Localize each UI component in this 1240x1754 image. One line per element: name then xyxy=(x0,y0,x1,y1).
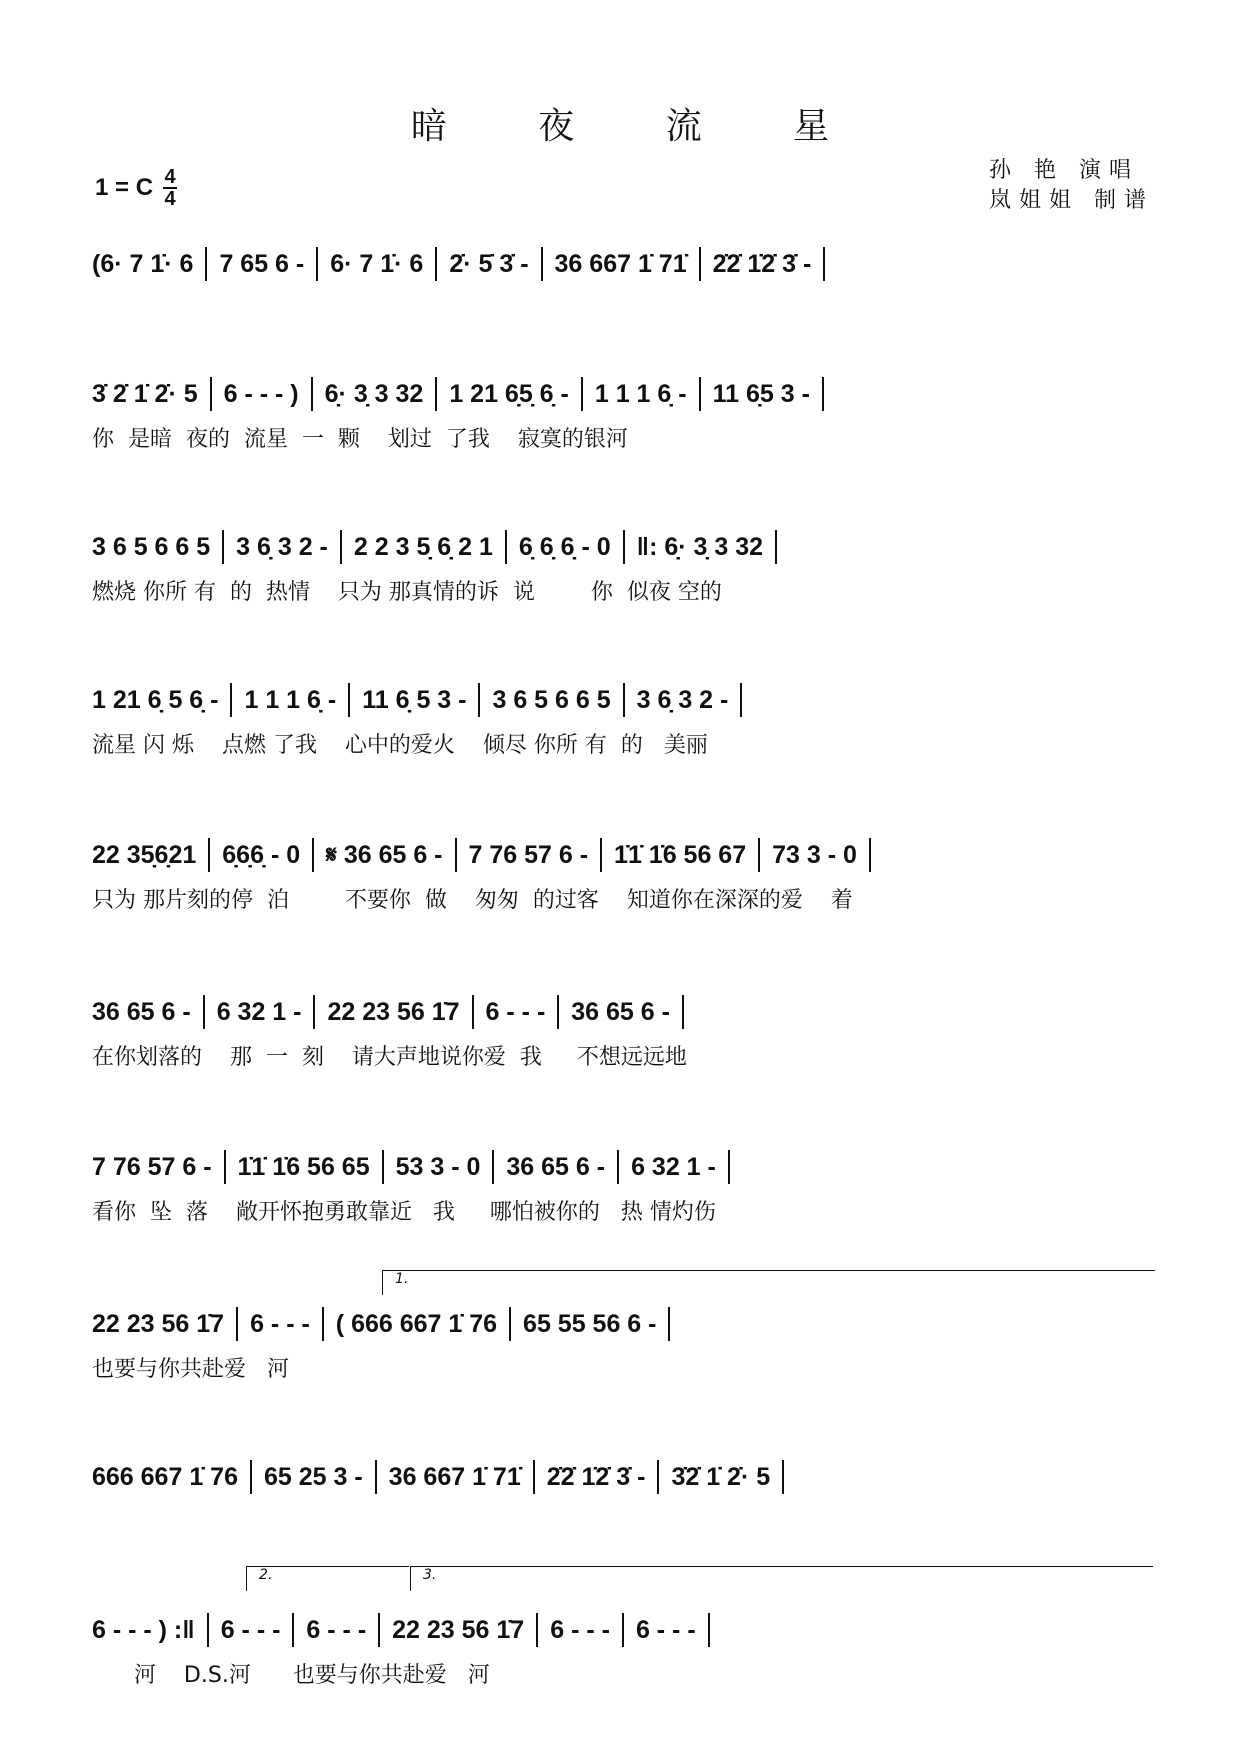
measure: 1̇1̇ 1̇6 56 67 xyxy=(614,840,747,869)
measure: (6· 7 1̇· 6 xyxy=(92,249,194,278)
notes-row xyxy=(92,1455,1150,1499)
measure: 7 65 6 - xyxy=(219,249,305,278)
measure: 6̣ 6̣ 6̣ - 0 xyxy=(518,532,611,561)
barline xyxy=(250,1460,252,1494)
barline xyxy=(533,1460,535,1494)
key-label: 1 = C xyxy=(95,174,154,201)
time-signature xyxy=(163,168,177,208)
barline xyxy=(541,247,543,281)
time-denominator: 4 xyxy=(164,188,176,210)
score-line xyxy=(92,1145,1150,1229)
notes-row xyxy=(92,1145,1150,1189)
measure: 1 1 1 6̣ - xyxy=(244,685,337,714)
notes-row xyxy=(92,525,1150,569)
volta-2: 2. xyxy=(246,1566,409,1591)
measure: 666 667 1̇ 76 xyxy=(92,1462,238,1491)
measure: 65 25 3 - xyxy=(263,1462,363,1491)
barline xyxy=(699,377,701,411)
score-line xyxy=(92,242,1150,326)
measure: 2 2 3 5̣ 6̣ 2 1 xyxy=(353,532,493,561)
measure: 1 21 6̣ 5 6̣ - xyxy=(92,685,219,714)
barline xyxy=(205,247,207,281)
barline xyxy=(316,247,318,281)
notes-row xyxy=(92,990,1150,1034)
barline xyxy=(668,1307,670,1341)
key-signature xyxy=(95,168,177,208)
lyrics-row: 流星 闪 烁 点燃 了我 心中的爱火 倾尽 你所 有 的 美丽 xyxy=(92,733,708,758)
barline xyxy=(728,1150,730,1184)
barline xyxy=(822,377,824,411)
barline xyxy=(375,1460,377,1494)
barline xyxy=(348,683,350,717)
barline xyxy=(478,683,480,717)
score-line xyxy=(92,1302,1150,1386)
barline xyxy=(623,683,625,717)
measure: 6· 7 1̇· 6 xyxy=(330,249,424,278)
lyrics-row: 也要与你共赴爱 河 xyxy=(92,1357,289,1382)
notes-row xyxy=(92,678,1150,722)
measure: ‖: 6̣· 3̣ 3 32 xyxy=(636,532,764,561)
measure: 22 23 56 1̇7 xyxy=(327,997,460,1026)
measure: 1̇1̇ 1̇6 56 65 xyxy=(237,1152,370,1181)
measure: 3 6̣ 3 2 - xyxy=(236,532,328,561)
barline xyxy=(313,995,315,1029)
notes-row xyxy=(92,833,1150,877)
barline xyxy=(682,995,684,1029)
measure: 36 65 6 - xyxy=(571,997,670,1026)
measure: ( 666 667 1̇ 76 xyxy=(335,1309,498,1338)
measure: 11 6̣ 5 3 - xyxy=(362,685,467,714)
score-line xyxy=(92,1608,1150,1692)
score-line xyxy=(92,678,1150,762)
score-line xyxy=(92,990,1150,1074)
barline xyxy=(623,530,625,564)
barline xyxy=(782,1460,784,1494)
barline xyxy=(509,1307,511,1341)
barline xyxy=(455,838,457,872)
measure: 3 6 5 6 6 5 xyxy=(92,532,211,561)
song-title: 暗 夜 流 星 xyxy=(410,106,870,147)
volta-1: 1. xyxy=(382,1270,1155,1295)
measure: 6 - - - xyxy=(485,997,546,1026)
measure: 3 6 5 6 6 5 xyxy=(492,685,611,714)
measure: 𝄋 36 65 6 - xyxy=(326,840,443,869)
notes-row xyxy=(92,1302,1150,1346)
barline xyxy=(236,1307,238,1341)
barline xyxy=(699,247,701,281)
lyrics-row: 看你 坠 落 敞开怀抱勇敢靠近 我 哪怕被你的 热 情灼伤 xyxy=(92,1200,716,1225)
measure: 65 55 56 6 - xyxy=(523,1309,657,1338)
lyrics-row xyxy=(92,292,1150,326)
notes-row xyxy=(92,1608,1150,1652)
measure: 1 21 6̣5̣ 6̣ - xyxy=(449,379,569,408)
barline xyxy=(435,247,437,281)
credits xyxy=(989,156,1154,216)
measure: 36 65 6 - xyxy=(92,997,191,1026)
time-numerator: 4 xyxy=(164,166,176,188)
measure: 6 - - - xyxy=(250,1309,310,1338)
measure: 22 23 56 1̇7 xyxy=(92,1309,225,1338)
volta-3: 3. xyxy=(410,1566,1153,1591)
measure: 22 23 56 1̇7 xyxy=(392,1615,525,1644)
measure: 7 76 57 6 - xyxy=(92,1152,212,1181)
barline xyxy=(581,377,583,411)
measure: 53 3 - 0 xyxy=(395,1152,481,1181)
measure: 3̇2̇ 1̇ 2̇· 5 xyxy=(671,1462,771,1491)
lyrics-row: 在你划落的 那 一 刻 请大声地说你爱 我 不想远远地 xyxy=(92,1045,687,1070)
barline xyxy=(492,1150,494,1184)
barline xyxy=(340,530,342,564)
measure: 3̇ 2̇ 1̇ 2̇· 5 xyxy=(92,379,198,408)
measure: 6 - - - ) xyxy=(223,379,299,408)
measure: 2̇· 5̇ 3̇ - xyxy=(449,249,529,278)
barline xyxy=(617,1150,619,1184)
measure: 6 - - - xyxy=(635,1615,696,1644)
barline xyxy=(435,377,437,411)
measure: 22 35̣6̣21 xyxy=(92,840,197,869)
score-line xyxy=(92,525,1150,609)
measure: 36 667 1̇ 71̇ xyxy=(554,249,687,278)
barline xyxy=(224,1150,226,1184)
measure: 6 - - - ) :‖ xyxy=(92,1615,195,1644)
barline xyxy=(292,1613,294,1647)
barline xyxy=(472,995,474,1029)
barline xyxy=(505,530,507,564)
measure: 2̇2̇ 1̇2̇ 3̇ - xyxy=(712,249,812,278)
arranger-credit: 岚姐姐 制谱 xyxy=(989,188,1154,213)
barline xyxy=(657,1460,659,1494)
barline xyxy=(208,838,210,872)
measure: 6̣· 3̣ 3 32 xyxy=(324,379,424,408)
barline xyxy=(230,683,232,717)
barline xyxy=(210,377,212,411)
barline xyxy=(382,1150,384,1184)
notes-row xyxy=(92,372,1150,416)
score-line xyxy=(92,1455,1150,1539)
score-line xyxy=(92,372,1150,456)
barline xyxy=(775,530,777,564)
score-line xyxy=(92,833,1150,917)
barline xyxy=(203,995,205,1029)
barline xyxy=(557,995,559,1029)
measure: 2̇2̇ 1̇2̇ 3̇ - xyxy=(546,1462,646,1491)
lyrics-row: 河 D.S.河 也要与你共赴爱 河 xyxy=(92,1663,490,1688)
measure: 11 6̣5 3 - xyxy=(712,379,810,408)
measure: 6 - - - xyxy=(306,1615,367,1644)
measure: 6 - - - xyxy=(550,1615,610,1644)
measure: 6 32 1 - xyxy=(216,997,302,1026)
barline xyxy=(536,1613,538,1647)
barline xyxy=(311,377,313,411)
barline xyxy=(708,1613,710,1647)
barline xyxy=(600,838,602,872)
barline xyxy=(869,838,871,872)
barline xyxy=(378,1613,380,1647)
singer-credit: 孙 艳 演唱 xyxy=(989,158,1139,183)
barline xyxy=(740,683,742,717)
notes-row xyxy=(92,242,1150,286)
measure: 7 76 57 6 - xyxy=(468,840,589,869)
barline xyxy=(222,530,224,564)
lyrics-row: 只为 那片刻的停 泊 不要你 做 匆匆 的过客 知道你在深深的爱 着 xyxy=(92,888,853,913)
barline xyxy=(823,247,825,281)
measure: 1 1 1 6̣ - xyxy=(594,379,687,408)
lyrics-row xyxy=(92,1505,1150,1539)
barline xyxy=(622,1613,624,1647)
barline xyxy=(312,838,314,872)
measure: 36 667 1̇ 71̇ xyxy=(388,1462,521,1491)
measure: 73 3 - 0 xyxy=(772,840,857,869)
measure: 36 65 6 - xyxy=(506,1152,606,1181)
measure: 6 32 1 - xyxy=(631,1152,716,1181)
barline xyxy=(322,1307,324,1341)
lyrics-row: 燃烧 你所 有 的 热情 只为 那真情的诉 说 你 似夜 空的 xyxy=(92,580,722,605)
lyrics-row: 你 是暗 夜的 流星 一 颗 划过 了我 寂寞的银河 xyxy=(92,427,628,452)
measure: 6̣6̣6̣ - 0 xyxy=(222,840,301,869)
barline xyxy=(758,838,760,872)
measure: 6 - - - xyxy=(220,1615,281,1644)
measure: 3 6̣ 3 2 - xyxy=(636,685,729,714)
barline xyxy=(207,1613,209,1647)
